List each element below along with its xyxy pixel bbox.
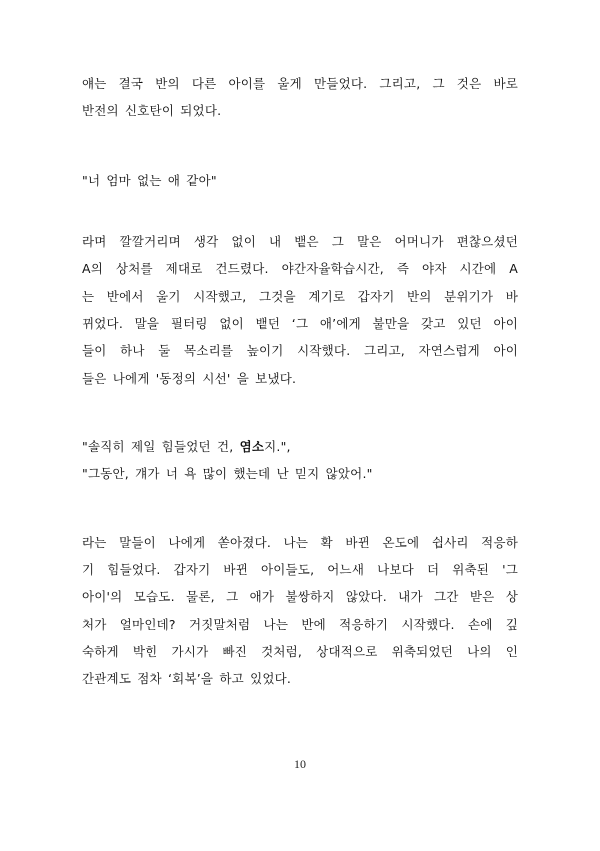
quote-line: "너 엄마 없는 애 같아"	[82, 173, 217, 188]
body-text-line: 처가 얼마인데? 거짓말처럼 나는 반에 적응하기 시작했다. 손에 깊	[82, 617, 518, 632]
body-text-line: 들이 하나 둘 목소리를 높이기 시작했다. 그리고, 자연스럽게 아이	[82, 343, 518, 358]
quote-text: 지.",	[264, 439, 291, 454]
body-text-line: 간관계도 점차 ‘회복’을 하고 있었다.	[82, 671, 292, 686]
body-text-line: 들은 나에게 '동정의 시선' 을 보냈다.	[82, 371, 297, 386]
bold-emphasis: 염소	[239, 439, 265, 454]
body-text-line: 는 반에서 울기 시작했고, 그것을 계기로 갑자기 반의 분위기가 바	[82, 289, 518, 304]
body-text-line: 뀌었다. 말을 필터링 없이 뱉던 ‘그 애’에게 불만을 갖고 있던 아이	[82, 316, 518, 331]
body-text-line: 라는 말들이 나에게 쏟아졌다. 나는 확 바뀐 온도에 쉽사리 적응하	[82, 535, 518, 550]
quote-line	[82, 438, 518, 456]
body-text-line: 아이'의 모습도. 물론, 그 애가 불쌍하지 않았다. 내가 그간 받은 상	[82, 589, 518, 604]
quote-line: "그동안, 걔가 너 욕 많이 했는데 난 믿지 않았어."	[82, 466, 373, 481]
body-text-line: 라며 깔깔거리며 생각 없이 내 뱉은 그 말은 어머니가 편찮으셨던	[82, 234, 518, 249]
quote-text: "솔직히 제일 힘들었던 건,	[82, 439, 240, 454]
body-text-line: 얘는 결국 반의 다른 아이를 울게 만들었다. 그리고, 그 것은 바로	[82, 76, 518, 91]
page-number: 10	[294, 757, 306, 771]
body-text-line: 숙하게 박힌 가시가 빠진 것처럼, 상대적으로 위축되었던 나의 인	[82, 644, 518, 659]
body-text-line: 기 힘들었다. 갑자기 바뀐 아이들도, 어느새 나보다 더 위축된 '그	[82, 562, 518, 577]
body-text-line: 반전의 신호탄이 되었다.	[82, 103, 222, 118]
body-text-line: A의 상처를 제대로 건드렸다. 야간자율학습시간, 즉 야자 시간에 A	[82, 261, 518, 276]
